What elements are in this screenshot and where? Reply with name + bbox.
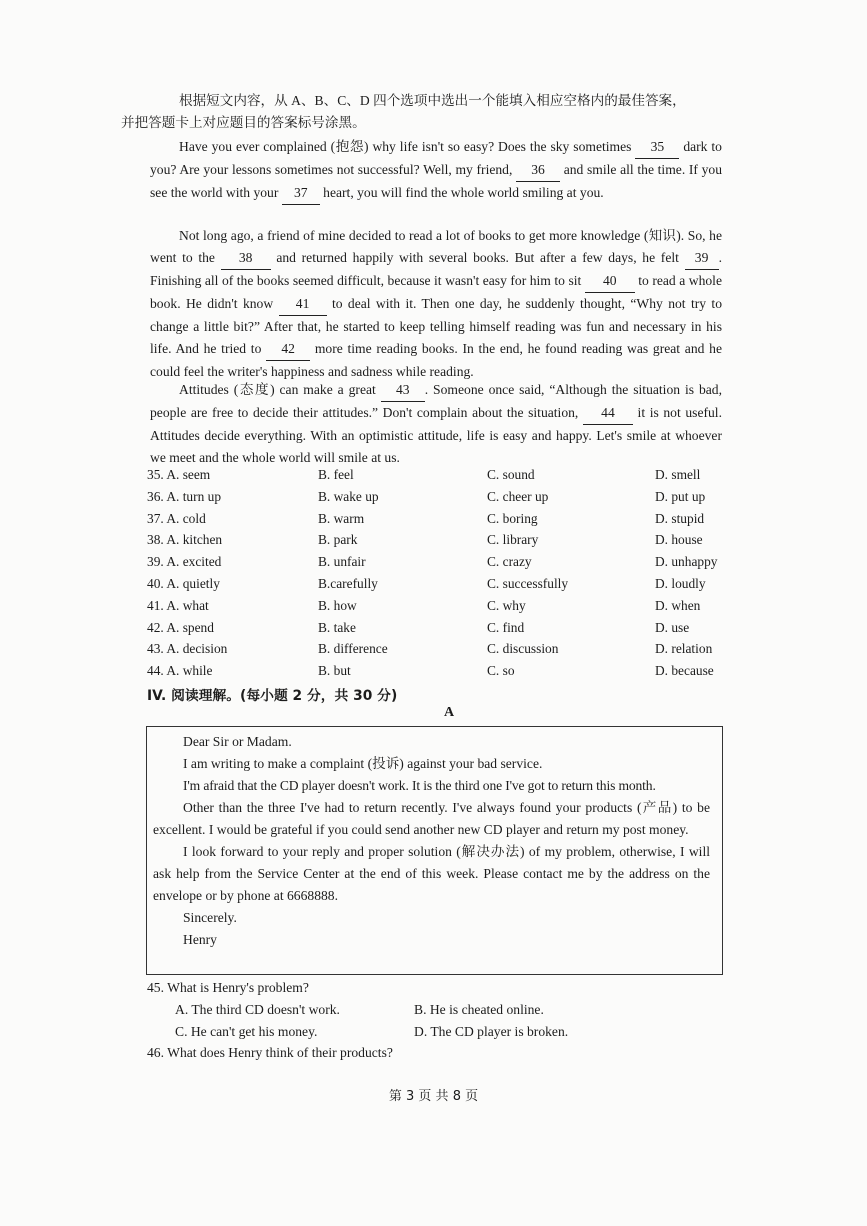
option-row-40 [147,576,727,598]
blank-41[interactable]: 41 [279,293,327,316]
option-d[interactable]: D. house [655,532,703,548]
question-45-option-c[interactable]: C. He can't get his money. [175,1024,318,1039]
cloze-paragraph-2 [150,225,722,383]
part-label: A [444,705,455,720]
letter-paragraph-3: Other than the three I've had to return recently. I've always found your products (产品) to be excellent. I would be grateful if you could send another new CD player and return my post money. [153,800,710,837]
option-row-44 [147,663,727,685]
cloze-text: Attitudes (态度) can make a great [179,382,381,397]
option-b[interactable]: B. how [318,597,357,613]
blank-42[interactable]: 42 [266,338,310,361]
option-b[interactable]: B. warm [318,510,365,526]
question-45-stem: 45. What is Henry's problem? [147,980,309,995]
option-b[interactable]: B. but [318,663,351,679]
cloze-text: Have you ever complained (抱怨) why life isn't so easy? Does the sky sometimes [179,139,636,154]
option-b[interactable]: B. feel [318,467,354,482]
option-c[interactable]: C. find [487,619,525,635]
section-heading: IV. 阅读理解。(每小题 2 分，共 30 分) [147,688,398,704]
cloze-text: dark to you? Are your lessons sometimes not successful? Well, my friend, [150,139,722,177]
option-c[interactable]: C. why [487,597,526,613]
instructions-line1: 根据短文内容，从 A、B、C、D 四个选项中选出一个能填入相应空格内的最佳答案， [179,93,686,108]
option-b[interactable]: B. difference [318,641,388,657]
letter-body [153,731,710,951]
cloze-text: to read a whole book. He didn't know [150,273,722,311]
cloze-text: . Finishing all of the books seemed difficult, because it wasn't easy for him to sit [150,250,722,288]
option-a[interactable]: 35. A. seem [147,467,211,482]
option-d[interactable]: D. loudly [655,575,706,591]
question-46-stem: 46. What does Henry think of their products? [147,1045,393,1060]
option-a[interactable]: 36. A. turn up [147,488,222,504]
option-d[interactable]: D. when [655,597,701,613]
option-d[interactable]: D. put up [655,488,706,504]
option-a[interactable]: 41. A. what [147,597,209,613]
option-b[interactable]: B.carefully [318,575,378,591]
letter-signature: Henry [183,932,217,947]
option-a[interactable]: 43. A. decision [147,641,228,657]
cloze-text: and returned happily with several books. But after a few days, he felt [270,250,685,265]
blank-40[interactable]: 40 [585,270,635,293]
option-c[interactable]: C. discussion [487,641,559,657]
question-45-option-d[interactable]: D. The CD player is broken. [414,1024,569,1039]
instructions [121,90,722,134]
option-c[interactable]: C. sound [487,467,535,482]
blank-43[interactable]: 43 [381,379,425,402]
option-row-35 [147,467,727,489]
cloze-paragraph-3 [150,379,722,469]
option-a[interactable]: 40. A. quietly [147,575,220,591]
answer-options [147,467,727,685]
option-row-41 [147,598,727,620]
option-a[interactable]: 42. A. spend [147,619,214,635]
option-row-38 [147,532,727,554]
option-a[interactable]: 37. A. cold [147,510,206,526]
blank-39[interactable]: 39 [685,247,719,270]
option-c[interactable]: C. so [487,663,515,679]
option-a[interactable]: 39. A. excited [147,554,222,570]
cloze-text: more time reading books. In the end, he found reading was great and he could feel the writer's happiness and sadness while reading. [150,341,722,379]
option-c[interactable]: C. boring [487,510,538,526]
cloze-text: heart, you will find the whole world smiling at you. [319,185,604,200]
option-d[interactable]: D. relation [655,641,713,657]
option-c[interactable]: C. cheer up [487,488,549,504]
letter-greeting: Dear Sir or Madam. [183,734,292,749]
option-row-36 [147,489,727,511]
option-d[interactable]: D. use [655,619,690,635]
option-c[interactable]: C. crazy [487,554,532,570]
option-c[interactable]: C. library [487,532,539,548]
cloze-paragraph-1 [150,136,722,205]
blank-44[interactable]: 44 [583,402,633,425]
cloze-text: it is not useful. Attitudes decide everything. With an optimistic attitude, life is easy and happy. Let's smile at whoever we meet and the whole world will smile at us. [150,405,722,465]
option-d[interactable]: D. stupid [655,510,705,526]
letter-paragraph-1: I am writing to make a complaint (投诉) against your bad service. [183,756,543,771]
letter-paragraph-4: I look forward to your reply and proper solution (解决办法) of my problem, otherwise, I will ask help from the Service Center at the end of this week. Please contact me by the address on the envelope or by phone at 6668888. [153,844,710,903]
letter-paragraph-2: I'm afraid that the CD player doesn't work. It is the third one I've got to return this month. [183,778,656,793]
blank-38[interactable]: 38 [221,247,271,270]
option-row-43 [147,641,727,663]
page-number: 第 3 页 共 8 页 [388,1089,479,1104]
cloze-text: . Someone once said, “Although the situation is bad, people are free to decide their attitudes.” Don't complain about the situation, [150,382,722,420]
question-45-option-a[interactable]: A. The third CD doesn't work. [175,1002,340,1017]
option-a[interactable]: 38. A. kitchen [147,532,223,548]
option-a[interactable]: 44. A. while [147,663,213,679]
instructions-line2: 并把答题卡上对应题目的答案标号涂黑。 [121,115,366,130]
option-b[interactable]: B. take [318,619,356,635]
option-row-39 [147,554,727,576]
option-d[interactable]: D. because [655,663,714,679]
blank-35[interactable]: 35 [635,136,679,159]
blank-37[interactable]: 37 [282,182,320,205]
cloze-text: Not long ago, a friend of mine decided to read a lot of books to get more knowledge (知识). So, he went to the [150,228,722,265]
option-b[interactable]: B. wake up [318,488,379,504]
option-d[interactable]: D. unhappy [655,554,718,570]
option-b[interactable]: B. park [318,532,358,548]
option-row-42 [147,620,727,642]
blank-36[interactable]: 36 [516,159,560,182]
option-row-37 [147,511,727,533]
option-c[interactable]: C. successfully [487,575,569,591]
cloze-text: to deal with it. Then one day, he suddenly thought, “Why not try to change a little bit?” After that, he started to keep telling himself reading was fun and necessary in his life. And he tried to [150,296,722,356]
option-b[interactable]: B. unfair [318,554,366,570]
letter-closing: Sincerely. [183,910,237,925]
question-45-option-b[interactable]: B. He is cheated online. [414,1002,544,1017]
option-d[interactable]: D. smell [655,467,701,482]
cloze-text: and smile all the time. If you see the world with your [150,162,722,200]
